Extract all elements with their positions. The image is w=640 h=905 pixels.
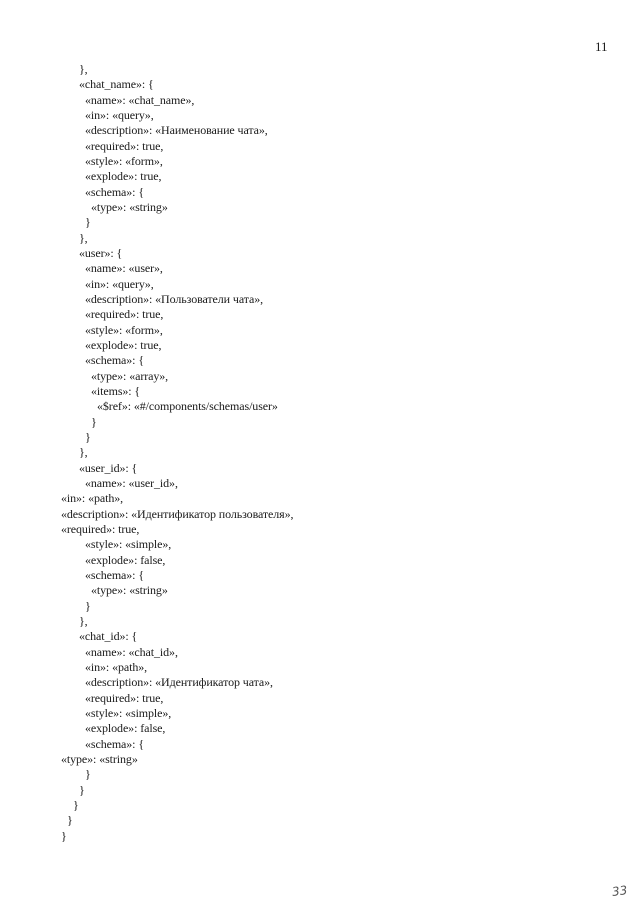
code-line: «name»: «user_id», [85,475,178,490]
code-line: «schema»: { [85,184,144,199]
code-line: «items»: { [91,383,141,398]
code-line: «type»: «string» [91,583,168,598]
code-line: «required»: true, [85,307,164,322]
code-line: }, [79,445,88,460]
code-line: «user_id»: { [79,460,138,475]
code-line: «in»: «query», [85,276,154,291]
code-line: «type»: «string» [61,751,138,766]
code-line: «explode»: false, [85,721,166,736]
code-line: «chat_name»: { [79,77,154,92]
code-line: «schema»: { [85,736,144,751]
code-line: } [61,828,67,843]
code-line: «style»: «form», [85,322,163,337]
code-line: «name»: «chat_name», [85,92,195,107]
code-line: «user»: { [79,245,123,260]
code-line: «required»: true, [85,690,164,705]
code-line: «explode»: false, [85,552,166,567]
page-number: 11 [595,39,608,54]
code-line: «description»: «Идентификатор пользователя», [61,506,294,521]
code-line: «style»: «simple», [85,537,172,552]
code-line: } [73,797,79,812]
code-line: «in»: «path», [85,659,148,674]
code-line: } [91,414,97,429]
code-line: }, [79,613,88,628]
code-line: «in»: «query», [85,107,154,122]
code-line: }, [79,230,88,245]
code-line: } [85,598,91,613]
code-line: } [85,215,91,230]
code-line: «name»: «chat_id», [85,644,178,659]
code-line: «explode»: true, [85,337,162,352]
code-line: } [79,782,85,797]
code-line: } [85,429,91,444]
code-line: «in»: «path», [61,491,124,506]
handwritten-page-mark: 33 [611,883,629,899]
code-line: «description»: «Пользователи чата», [85,291,264,306]
code-line: «schema»: { [85,567,144,582]
code-line: }, [79,62,88,76]
code-line: «name»: «user», [85,261,163,276]
code-line: «style»: «form», [85,153,163,168]
code-line: «explode»: true, [85,169,162,184]
code-line: «required»: true, [85,138,164,153]
code-line: «description»: «Идентификатор чата», [85,675,273,690]
code-line: «type»: «string» [91,199,168,214]
code-line: «chat_id»: { [79,629,138,644]
code-line: «style»: «simple», [85,705,172,720]
code-line: } [67,813,73,828]
code-line: «description»: «Наименование чата», [85,123,268,138]
code-line: «$ref»: «#/components/schemas/user» [97,399,278,414]
code-line: «required»: true, [61,521,140,536]
code-line: «schema»: { [85,353,144,368]
code-line: «type»: «array», [91,368,169,383]
code-line: } [85,767,91,782]
